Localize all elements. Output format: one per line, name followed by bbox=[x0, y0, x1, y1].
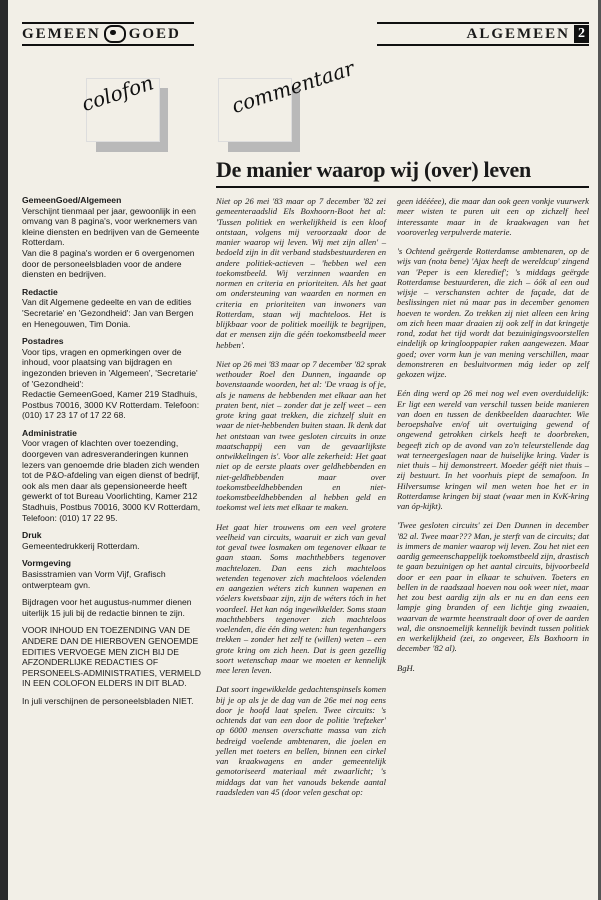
article-paragraph: Eén ding werd op 26 mei nog wel even overduidelijk: Er ligt een wereld van verschil tussen beide manieren van doen en tussen de denkbeelden daarachter. Wie beroepshalve en/of uit overtuiging gewend of ongewend getrokken cirkels heeft te doorbreken, begeeft zich op de avond van zo'n teleurstellende dag wat terneergeslagen naar de huiselijke kring. Vader is niet thuis – hij demonstreert. Moeder gééft niet thuis – zij bestuurt. In het voorhuis piept de semafoon. In Hilversumse kringen wil men weten hoe het er in Rotterdamse kringen bij staat (waar men in KvK-kring van óp-kijkt). bbox=[397, 388, 589, 511]
article-paragraph: Het gaat hier trouwens om een veel grotere veelheid van circuits, waaruit er zich van geval tot geval twee losmaken om tegenover elkaar te gaan staan. Soms machthebbers tegenover machtelozen. Dan eens zich machteloos wetenden tegenover zich machteloos vóelenden en aangezien wéters zich kunnen wapenen en vóelers kwetsbaar zijn, zijn de wéters tóch in het voordeel. Het kan nóg ingewikkelder. Soms staan machthebbers tegenover zich machteloos voelenden, die één ding weten: hun tegenhangers trekken – zonder het zelf te (willen) weten – een grote kring om zich heen. Dat is geen gezellig soort wetenschap maar we moeten er kennelijk mee leren leven. bbox=[216, 521, 386, 675]
commentaar-label: commentaar bbox=[228, 55, 358, 118]
section-header bbox=[377, 22, 589, 46]
colophon-heading: Vormgeving bbox=[22, 558, 72, 569]
colophon-text: Voor vragen of klachten over toezending, doorgeven van adresveranderingen kunnen lezers van genoemde drie bladen zich wenden tot de P&O-afdeling van eigen dienst of bedrijf, ook als men daar als gepensioneerde heeft gewerkt of tot Bureau Voorlichting, Kamer 212 Stadhuis, Postbus 70016, 3000 KV Rotterdam, Telefoon: (010) 17 22 95. bbox=[22, 438, 201, 523]
colophon-column bbox=[22, 195, 202, 714]
article-paragraph: 'Twee gesloten circuits' zei Den Dunnen in december '82 al. Twee maar??? Man, je sterft van de circuits; dat is immers de manier waarop wij leven. Zou het niet een aardig gemeenschappelijk toekomstbeeld zijn, drastisch te gaan bezuinigen op het aantal circuits, bijvoorbeeld door er een paar in elkaar te schuiven. Toeters en bellen in de raadszaal hoeven nou ook weer niet, maar het zou best aardig zijn als er nu en dan eens een lampje ging branden of een lichtje ging zwaaien, waarvan de warmte heenstraalt door of over de aarden wal, die onsnoemelijk kennelijk bevindt tussen politiek en werkelijkheid (zei, zo ongeveer, Els Boxhoorn in december '82 al). bbox=[397, 520, 589, 654]
colophon-section bbox=[22, 428, 202, 523]
colophon-text: Redactie GemeenGoed, Kamer 219 Stadhuis, Postbus 70016, 3000 KV Rotterdam. Telefoon: (010) 17 23 17 of 17 22 68. bbox=[22, 389, 200, 421]
page-number: 2 bbox=[574, 25, 589, 43]
gemeengoed-logo-icon bbox=[104, 25, 126, 43]
colophon-heading: Redactie bbox=[22, 286, 58, 297]
colophon-section bbox=[22, 625, 202, 689]
article-column-2 bbox=[397, 196, 589, 682]
colophon-text: Basisstramien van Vorm Vijf, Grafisch ontwerpteam gvn. bbox=[22, 569, 166, 590]
colophon-section bbox=[22, 696, 202, 707]
colophon-heading: Postadres bbox=[22, 336, 64, 347]
colophon-text: Van dit Algemene gedeelte en van de edities 'Secretarie' en 'Gezondheid': Jan van Bergen en Henegouwen, Tim Donia. bbox=[22, 297, 194, 329]
binding-edge bbox=[0, 0, 8, 900]
article-headline: De manier waarop wij (over) leven bbox=[216, 157, 531, 182]
article-paragraph: Dat soort ingewikkelde gedachtenspinsels komen bij je op als je de dag van de 26e mei nog eens door je hoofd laat spelen. Twee circuits: 's ochtends dat van een door de politie 'trefzeker' op 6000 mensen overschatte massa van zich bedreigd voelende ambtenaren, die joelen en yellen met toeters en bellen, binnen een cirkel van kraakwagens en ander gemeentelijk gemotoriseerd materiaal mét zwaarlicht; 's middags dat van het vanouds bekende aantal raadsleden van 45 (door velen geschat op: bbox=[216, 684, 386, 797]
colophon-heading: GemeenGoed/Algemeen bbox=[22, 195, 122, 205]
colophon-section bbox=[22, 597, 202, 618]
colofon-label: colofon bbox=[78, 70, 157, 116]
colophon-heading: Druk bbox=[22, 530, 42, 541]
section-name: ALGEMEEN bbox=[466, 25, 570, 42]
colophon-section bbox=[22, 336, 202, 421]
brand-left: GEMEEN bbox=[22, 25, 101, 42]
colophon-text: Verschijnt tienmaal per jaar, gewoonlijk in een omvang van 8 pagina's, voor werknemers van kleine diensten en bedrijven van de Gemeente Rotterdam. bbox=[22, 205, 200, 248]
colophon-text: Gemeentedrukkerij Rotterdam. bbox=[22, 540, 140, 551]
colophon-text: Van die 8 pagina's worden er 6 overgenomen door de personeelsbladen voor de andere diensten en bedrijven. bbox=[22, 247, 195, 280]
caps-notice: VOOR INHOUD EN TOEZENDING VAN DE ANDERE DAN DE HIERBOVEN GENOEMDE EDITIES VERVOEGE MEN ZICH BIJ DE AFZONDERLIJKE REDACTIES OF PERSONEELS-ADMINISTRATIES, VERMELD IN EEN COLOFON ELDERS IN DIT BLAD. bbox=[22, 625, 201, 689]
masthead bbox=[22, 22, 194, 46]
brand-right: GOED bbox=[128, 25, 181, 42]
article-paragraph: Niet op 26 mei '83 maar op 7 december '82 sprak wethouder Roel den Dunnen, ingaande op bovenstaande woorden, het al: 'De vraag is of je, als je namens de hebbenden met elkaar aan het praten bent, niet – zonder dat je zelf weet – een grote kring gaat trekken, die zichzelf sluit en waar de niet-hebbenden buiten staan. Ik denk dat het ontstaan van twee gesloten circuits in onze maatschappij een van de gevaarlijkste ontwikkelingen is'. Voor alle zekerheid: Het gaat niet op de eerste plaats over geldhebbenden en niet-geldhebbenden maar over toekomstbeeldhebbenden en niet-toekomstbeeldhebbenden al hebben geld en toekomst wel iets met elkaar te maken. bbox=[216, 358, 386, 513]
article-paragraph: Niet op 26 mei '83 maar op 7 december '82 zei gemeenteraadslid Els Boxhoorn-Boot het al: 'Tussen politiek en werkelijkheid is een kloof ontstaan, volgens mij veroorzaakt door de manier waarop wij leven. Wij met zijn allen' – bedoeld zijn in dit verband stadsbestuurderen en andere politiek-actieven – 'hebben wel een toekomstbeeld. Wij verzinnen waarden en normen en criteria en prioriteiten. Als het gaat om ondersteuning van waarden en normen en criteria en prioriteiten van inwoners van Rotterdam, staan wij machteloos. Het is blijkbaar voor de politiek moeilijk te begrijpen, dat er mensen zijn die géén toekomstbeeld meer hebben'. bbox=[216, 196, 386, 350]
deadline-note: Bijdragen voor het augustus-nummer dienen uiterlijk 15 juli bij de redactie binnen te zijn. bbox=[22, 597, 192, 618]
colophon-heading: Administratie bbox=[22, 427, 77, 438]
colophon-section bbox=[22, 558, 202, 590]
colophon-section bbox=[22, 195, 202, 280]
colophon-section bbox=[22, 530, 202, 551]
article-column-1 bbox=[216, 196, 386, 806]
colophon-section bbox=[22, 287, 202, 329]
july-note: In juli verschijnen de personeelsbladen NIET. bbox=[22, 695, 194, 706]
article-signature: BgH. bbox=[397, 662, 415, 673]
article-paragraph: geen idéééee), die maar dan ook geen vonkje vuurwerk meer wisten te puren uit een op zichzelf heel interessante maar in de kraakwagen van het vooroverleg verpulverde materie. bbox=[397, 196, 589, 237]
headline-rule bbox=[216, 186, 589, 188]
colophon-text: Voor tips, vragen en opmerkingen over de inhoud, voor plaatsing van bijdragen en ingezonden brieven in 'Algemeen', 'Secretarie' of 'Gezondheid': bbox=[22, 346, 198, 389]
article-paragraph: 's Ochtend geërgerde Rotterdamse ambtenaren, op de wijs van (nota bene) 'Ajax heeft de wereldcup' zingend van 'Peper is een kleredief'; 's middags geërgde Rotterdamse bestuurderen, die zich – óók al een oud wijsje – verschansten achter de façade, dat de beslissingen niet nú maar pas in december genomen hoeven te worden. Zo trekken zij niet alleen een kring om zich heen maar draaien zij ook zelf in dat kringetje rond, zodat het tijd wordt dat bezuinigingsvoorstellen eindelijk op kringlooppapier raken aangewezen. Maar goed; over vorm kun je van mening verschillen, maar demonstreren en besluitvormen mág ieder op zelf gekozen wijze. bbox=[397, 246, 589, 379]
